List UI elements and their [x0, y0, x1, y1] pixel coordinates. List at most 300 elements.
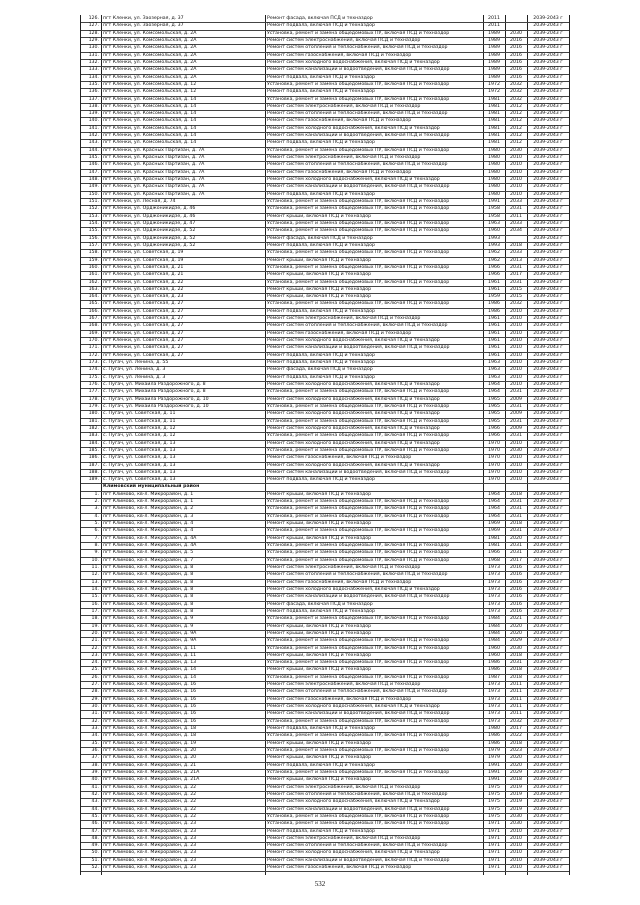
cell-last: 2010	[510, 345, 522, 351]
cell-addr: пгт Климово, кв-л. Микрорайон, д. 11	[103, 645, 197, 651]
cell-year: 1981	[488, 111, 500, 117]
cell-addr: пгт Кленки, ул. Советская, д. 27	[103, 345, 184, 351]
cell-year: 1960	[488, 228, 500, 234]
cell-addr: пгт Климово, кв-л. Микрорайон, д. 16	[103, 682, 197, 688]
cell-period: 2039-2043 г	[533, 769, 563, 775]
cell-year: 1973	[488, 579, 500, 585]
cell-year: 1964	[488, 389, 500, 395]
cell-num: 20.	[91, 630, 99, 636]
cell-last: 2011	[510, 696, 522, 702]
cell-last: 2010	[510, 455, 522, 461]
cell-period: 2039-2043 г	[533, 103, 563, 109]
cell-last: 2010	[510, 835, 522, 841]
cell-work: Ремонт систем холодного водоснабжения, включая ПСД и техназдор	[267, 704, 440, 710]
cell-num: 29.	[91, 696, 99, 702]
cell-period: 2039-2043 г	[533, 586, 563, 592]
cell-work: Ремонт систем канализации и водоотведения, включая ПСД и техназдор	[267, 594, 450, 600]
cell-year: 1970	[488, 469, 500, 475]
cell-year: 1986	[488, 301, 500, 307]
cell-year: 1980	[488, 191, 500, 197]
cell-work: Установка, ремонт и замена общедомовых ПУ, включая ПСД и техназдор	[267, 733, 450, 739]
cell-work: Ремонт крыши, включая ПСД и техназдор	[267, 294, 372, 300]
cell-addr: пгт Климово, кв-л. Микрорайон, д. 1	[103, 499, 194, 505]
cell-last: 2016	[510, 45, 522, 51]
cell-last: 2010	[510, 857, 522, 863]
cell-year: 1973	[488, 696, 500, 702]
cell-addr: пгт Климово, кв-л. Микрорайон, д. 9	[103, 616, 194, 622]
cell-period: 2039-2043 г	[533, 257, 563, 263]
cell-year: 1973	[488, 594, 500, 600]
cell-period: 2039-2043 г	[533, 630, 563, 636]
cell-last	[505, 22, 527, 29]
cell-year: 1961	[488, 316, 500, 322]
cell-addr: пгт Климово, кв-л. Микрорайон, д. 22	[103, 791, 197, 797]
cell-addr: пгт Климово, кв-л. Микрорайон, д. 23	[103, 835, 197, 841]
cell-work: Ремонт систем отопления и теплоснабжения, включая ПСД и техназдор	[267, 572, 448, 578]
cell-last: 2010	[510, 843, 522, 849]
cell-period: 2039-2043 г	[533, 755, 563, 761]
cell-last: 2032	[510, 89, 522, 95]
cell-year: 1981	[488, 96, 500, 102]
cell-work: Установка, ремонт и замена общедомовых ПУ, включая ПСД и техназдор	[267, 147, 450, 153]
cell-num: 50.	[91, 850, 99, 856]
cell-period: 2039-2043 г	[533, 696, 563, 702]
cell-work: Ремонт подвала, включая ПСД и техназдор	[267, 828, 375, 834]
cell-num: 2.	[94, 499, 99, 505]
cell-work: Установка, ремонт и замена общедомовых ПУ, включая ПСД и техназдор	[267, 616, 450, 622]
cell-last: 2032	[510, 718, 522, 724]
cell-last: 2030	[510, 147, 522, 153]
cell-addr: пгт Кленки, ул. Комсомольская, д. 2А	[103, 45, 197, 51]
cell-num: 170.	[88, 338, 99, 344]
cell-year: 1979	[488, 755, 500, 761]
cell-year: 1966	[488, 550, 500, 556]
cell-period: 2039-2043 г	[533, 411, 563, 417]
cell-period: 2039-2043 г	[533, 535, 563, 541]
cell-period: 2039-2043 г	[533, 433, 563, 439]
cell-year: 1980	[488, 162, 500, 168]
cell-last: 2010	[510, 360, 522, 366]
cell-addr: с. Пугач, ул. Михаила Раздорожного, д. 8	[103, 389, 206, 395]
cell-work: Ремонт подвала, включая ПСД и техназдор	[267, 140, 375, 146]
cell-year: 1980	[488, 184, 500, 190]
cell-addr: пгт Климово, кв-л. Микрорайон, д. 8	[103, 586, 194, 592]
cell-work: Установка, ремонт и замена общедомовых ПУ, включая ПСД и техназдор	[267, 748, 450, 753]
cell-work: Ремонт систем холодного водоснабжения, включая ПСД и техназдор	[267, 125, 440, 131]
cell-year: 1971	[488, 843, 500, 849]
cell-num: 164.	[88, 294, 99, 300]
cell-addr: пгт Кленки, ул. Красных Партизан, д. 7А	[103, 147, 205, 153]
cell-work: Установка, ремонт и замена общедомовых ПУ, включая ПСД и техназдор	[267, 81, 450, 87]
cell-year: 1973	[488, 704, 500, 710]
cell-last: 2011	[510, 704, 522, 710]
cell-year: 1970	[488, 447, 500, 453]
cell-num: 26.	[91, 674, 99, 680]
cell-addr: пгт Кленки, ул. Комсомольская, д. 14	[103, 111, 197, 117]
cell-year: 1972	[488, 81, 500, 87]
cell-work: Ремонт крыши, включая ПСД и техназдор	[267, 272, 372, 278]
cell-last: 2016	[510, 67, 522, 73]
cell-addr: пгт Кленки, ул. Комсомольская, д. 2А	[103, 52, 197, 58]
cell-addr: пгт Кленки, ул. Лесная, д. 74	[103, 199, 176, 204]
cell-period: 2039-2043 г	[533, 718, 563, 724]
cell-work: Ремонт крыши, включая ПСД и техназдор	[267, 667, 372, 673]
cell-num: 166.	[88, 308, 99, 314]
cell-addr: с. Пугач, ул. Михаила Раздорожного, д. 10	[103, 403, 209, 409]
cell-work: Ремонт систем холодного водоснабжения, включая ПСД и техназдор	[267, 177, 440, 183]
cell-period: 2039-2043 г	[533, 360, 563, 366]
cell-addr: пгт Климово, кв-л. Микрорайон, д. 2	[103, 506, 194, 512]
cell-addr: пгт Климово, кв-л. Микрорайон, д. 8	[103, 565, 194, 570]
cell-last: 2010	[510, 850, 522, 856]
cell-last: 2010	[510, 338, 522, 344]
cell-period: 2039-2043 г	[533, 133, 563, 139]
cell-num: 126.	[88, 16, 99, 21]
cell-period: 2039-2043 г	[533, 206, 563, 212]
cell-num: 27.	[91, 682, 99, 688]
cell-num: 14.	[91, 586, 99, 592]
cell-work: Ремонт систем канализации и водоотведения, включая ПСД и техназдор	[267, 184, 450, 190]
cell-year: 1962	[488, 257, 500, 263]
cell-last: 2009	[510, 396, 522, 402]
cell-num: 146.	[88, 162, 99, 168]
cell-work: Ремонт систем газоснабжения, включая ПСД и техназдор	[267, 455, 412, 461]
cell-num: 140.	[88, 118, 99, 124]
cell-num: 145.	[88, 155, 99, 161]
cell-addr: пгт Климово, кв-л. Микрорайон, д. 14	[103, 674, 197, 680]
cell-addr: пгт Климово, кв-л. Микрорайон, д. 22	[103, 806, 197, 812]
cell-period: 2039-2043 г	[533, 67, 563, 73]
cell-addr: пгт Климово, кв-л. Микрорайон, д. 16	[103, 718, 197, 724]
cell-last: 2032	[510, 301, 522, 307]
cell-addr: пгт Климово, кв-л. Микрорайон, д. 8	[103, 579, 194, 585]
cell-last: 2030	[510, 813, 522, 819]
cell-num: 129.	[88, 37, 99, 43]
cell-addr: пгт Климово, кв-л. Микрорайон, д. 8	[103, 594, 194, 600]
cell-num: 159.	[88, 257, 99, 263]
cell-addr: пгт Климово, кв-л. Микрорайон, д. 20	[103, 748, 197, 753]
cell-addr: пгт Кленки, ул. Советская, д. 27	[103, 330, 184, 336]
cell-last: 2010	[510, 155, 522, 161]
cell-work: Ремонт фасада, включая ПСД и техназдор	[267, 367, 373, 373]
cell-period: 2039-2043 г	[533, 169, 563, 175]
cell-period: 2039-2043 г	[533, 125, 563, 131]
cell-period: 2039-2043 г	[533, 865, 563, 871]
cell-work: Ремонт крыши, включая ПСД и техназдор	[267, 535, 372, 541]
table-row	[81, 864, 569, 872]
cell-addr: пгт Климово, кв-л. Микрорайон, д. 23	[103, 850, 197, 856]
cell-last: 2010	[510, 184, 522, 190]
cell-addr: пгт Кленки, ул. Комсомольская, д. 12	[103, 89, 197, 95]
cell-year: 1980	[488, 169, 500, 175]
cell-last: 2031	[510, 528, 522, 534]
cell-year: 2011	[488, 23, 500, 29]
cell-last: 2011	[510, 711, 522, 717]
cell-year: 1970	[488, 455, 500, 461]
cell-period: 2039-2043 г	[533, 30, 563, 36]
cell-year: 1970	[488, 477, 500, 483]
cell-last: 2016	[510, 74, 522, 80]
cell-num: 185.	[88, 447, 99, 453]
cell-work: Ремонт подвала, включая ПСД и техназдор	[267, 762, 375, 768]
cell-num: 132.	[88, 59, 99, 65]
cell-year: 1981	[488, 543, 500, 549]
cell-last: 2031	[510, 506, 522, 512]
cell-last: 2029	[510, 638, 522, 644]
cell-work: Ремонт подвала, включая ПСД и техназдор	[267, 374, 375, 380]
cell-year: 1961	[488, 279, 500, 285]
cell-addr: с. Пугач, ул. Советская, д. 13	[103, 462, 176, 468]
cell-work: Установка, ремонт и замена общедомовых ПУ, включая ПСД и техназдор	[267, 447, 450, 453]
cell-year: 1986	[488, 660, 500, 666]
cell-year: 1959	[488, 294, 500, 300]
cell-addr: с. Пугач, ул. Советская, д. 11	[103, 411, 176, 417]
cell-addr: пгт Кленки, ул. Советская, д. 22	[103, 286, 184, 292]
cell-last: 2012	[510, 140, 522, 146]
cell-num: 34.	[91, 733, 99, 739]
cell-addr: с. Пугач, ул. Советская, д. 13	[103, 455, 176, 461]
cell-period: 2039-2043 г	[533, 616, 563, 622]
cell-num: 35.	[91, 740, 99, 746]
cell-period: 2039-2043 г	[533, 74, 563, 80]
cell-work: Ремонт систем электроснабжения, включая ПСД и техназдор	[267, 682, 421, 688]
cell-year: 1963	[488, 374, 500, 380]
cell-last: 2010	[510, 308, 522, 314]
cell-addr: с. Пугач, ул. Советская, д. 12	[103, 433, 176, 439]
cell-num: 42.	[91, 791, 99, 797]
cell-year: 1986	[488, 667, 500, 673]
cell-period: 2039-2043 г	[533, 572, 563, 578]
cell-work: Установка, ремонт и замена общедомовых ПУ, включая ПСД и техназдор	[267, 813, 450, 819]
cell-period: 2039-2043 г	[533, 308, 563, 314]
cell-last: 2021	[510, 616, 522, 622]
cell-addr: пгт Климово, кв-л. Микрорайон, д. 22	[103, 784, 197, 790]
cell-period: 2039-2043 г	[533, 345, 563, 351]
cell-last: 2031	[510, 206, 522, 212]
cell-last: 2033	[510, 220, 522, 226]
cell-work: Ремонт систем канализации и водоотведения, включая ПСД и техназдор	[267, 67, 450, 73]
cell-addr: пгт Кленки, ул. Советская, д. 21	[103, 272, 184, 278]
cell-addr: с. Пугач, ул. Советская, д. 13	[103, 469, 176, 475]
cell-last: 2031	[510, 389, 522, 395]
cell-last: 2031	[510, 499, 522, 505]
cell-work: Ремонт фасада, включая ПСД и техназдор	[267, 235, 373, 241]
cell-year: 1973	[488, 565, 500, 570]
cell-year: 1989	[488, 74, 500, 80]
cell-year: 1980	[488, 147, 500, 153]
cell-period: 2039-2043 г	[533, 784, 563, 790]
cell-work: Установка, ремонт и замена общедомовых ПУ, включая ПСД и техназдор	[267, 389, 450, 395]
cell-addr: пгт Кленки, ул. Комсомольская, д. 2А	[103, 67, 197, 73]
cell-addr: пгт Кленки, ул. Советская, д. 27	[103, 308, 184, 314]
cell-period: 2039-2043 г	[533, 447, 563, 453]
cell-num: 181.	[88, 418, 99, 424]
cell-addr: с. Пугач, ул. Советская, д. 11	[103, 418, 176, 424]
cell-addr: пгт Кленки, ул. Комсомольская, д. 14	[103, 118, 197, 124]
cell-last: 2018	[510, 491, 522, 497]
cell-work: Ремонт крыши, включая ПСД и техназдор	[267, 652, 372, 658]
cell-period: 2039-2043 г	[533, 272, 563, 278]
cell-year: 1970	[488, 440, 500, 446]
cell-last: 2015	[510, 294, 522, 300]
cell-period: 2039-2043 г	[533, 491, 563, 497]
cell-addr: пгт Климово, кв-л. Микрорайон, д. 16	[103, 711, 197, 717]
cell-period: 2039-2043 г	[533, 828, 563, 834]
cell-year: 1962	[488, 250, 500, 256]
cell-num: 174.	[88, 367, 99, 373]
cell-period: 2039-2043 г	[533, 155, 563, 161]
cell-addr: с. Пугач, ул. Советская, д. 13	[103, 477, 176, 483]
cell-last: 2031	[510, 403, 522, 409]
cell-year: 1971	[488, 835, 500, 841]
cell-year: 1975	[488, 813, 500, 819]
cell-num: 7.	[94, 535, 99, 541]
cell-year: 1973	[488, 718, 500, 724]
cell-year: 1973	[488, 601, 500, 607]
cell-period: 2039-2043 г	[533, 52, 563, 58]
cell-addr: пгт Климово, кв-л. Микрорайон, д. 14	[103, 667, 197, 673]
cell-addr: пгт Кленки, ул. Орджоникидзе, д. 52	[103, 235, 196, 241]
cell-num: 168.	[88, 323, 99, 329]
cell-num: 171.	[88, 345, 99, 351]
cell-last: 2030	[510, 645, 522, 651]
cell-last: 2022	[510, 733, 522, 739]
cell-period: 2039-2043 г	[533, 367, 563, 373]
cell-year: 1964	[488, 491, 500, 497]
cell-period: 2039-2043 г	[533, 396, 563, 402]
cell-year: 1989	[488, 59, 500, 65]
cell-work: Ремонт систем отопления и теплоснабжения, включая ПСД и техназдор	[267, 689, 448, 695]
cell-work: Ремонт крыши, включая ПСД и техназдор	[267, 630, 372, 636]
cell-addr: пгт Кленки, ул. Красных Партизан, д. 7А	[103, 169, 205, 175]
cell-num: 131.	[88, 52, 99, 58]
cell-last: 2020	[510, 762, 522, 768]
cell-year: 1986	[488, 308, 500, 314]
cell-last	[505, 15, 527, 22]
cell-addr: пгт Кленки, ул. Орджоникидзе, д. 52	[103, 228, 196, 234]
cell-period: 2039-2043 г	[533, 843, 563, 849]
cell-period: 2039-2043 г	[533, 565, 563, 570]
cell-addr: пгт Кленки, ул. Орджоникидзе, д. 52	[103, 242, 196, 248]
cell-num: 4.	[94, 513, 99, 519]
cell-addr: пгт Кленки, ул. Комсомольская, д. 14	[103, 133, 197, 139]
cell-period: 2039-2043 г	[533, 389, 563, 395]
cell-addr: с. Пугач, ул. Советская, д. 13	[103, 447, 176, 453]
cell-period: 2039-2043 г	[533, 45, 563, 51]
cell-period: 2039-2043 г	[533, 601, 563, 607]
cell-period: 2039-2043 г	[533, 279, 563, 285]
cell-period: 2039-2043 г	[533, 184, 563, 190]
cell-addr: пгт Кленки, ул. Советская, д. 27	[103, 301, 184, 307]
cell-work: Ремонт систем газоснабжения, включая ПСД и техназдор	[267, 118, 412, 124]
cell-last: 2018	[510, 521, 522, 527]
cell-year: 1961	[488, 352, 500, 358]
cell-addr: пгт Кленки, ул. Комсомольская, д. 2А	[103, 59, 197, 65]
cell-year: 1980	[488, 726, 500, 732]
cell-last: 2018	[510, 242, 522, 248]
cell-year: 1965	[488, 411, 500, 417]
cell-last: 2016	[510, 579, 522, 585]
cell-num: 157.	[88, 242, 99, 248]
cell-num: 128.	[88, 30, 99, 36]
cell-addr: пгт Климово, кв-л. Микрорайон, д. 4А	[103, 543, 197, 549]
cell-num: 136.	[88, 89, 99, 95]
cell-year: 1986	[488, 740, 500, 746]
cell-work: Ремонт систем холодного водоснабжения, включая ПСД и техназдор	[267, 462, 440, 468]
cell-year: 1979	[488, 748, 500, 753]
cell-work: Ремонт подвала, включая ПСД и техназдор	[267, 242, 375, 248]
cell-work: Ремонт систем канализации и водоотведения, включая ПСД и техназдор	[267, 806, 450, 812]
cell-year: 1963	[488, 220, 500, 226]
cell-period: 2039-2043 г	[533, 748, 563, 753]
cell-addr: пгт Климово, кв-л. Микрорайон, д. 23	[103, 857, 197, 863]
cell-period: 2039-2043 г	[533, 850, 563, 856]
cell-last: 2034	[510, 228, 522, 234]
cell-period: 2039-2043 г	[533, 425, 563, 431]
cell-year: 1973	[488, 682, 500, 688]
cell-work: Ремонт систем газоснабжения, включая ПСД и техназдор	[267, 169, 412, 175]
cell-num: 13.	[91, 579, 99, 585]
cell-last: 2016	[510, 586, 522, 592]
cell-year: 1961	[488, 345, 500, 351]
cell-period: 2039-2043 г	[533, 579, 563, 585]
cell-work: Ремонт систем отопления и теплоснабжения, включая ПСД и техназдор	[267, 791, 448, 797]
cell-work: Установка, ремонт и замена общедомовых ПУ, включая ПСД и техназдор	[267, 645, 450, 651]
cell-period: 2039-2043 г	[533, 140, 563, 146]
cell-last: 2011	[510, 689, 522, 695]
cell-num: 188.	[88, 469, 99, 475]
cell-work: Установка, ремонт и замена общедомовых ПУ, включая ПСД и техназдор	[267, 250, 450, 256]
cell-num: 31.	[91, 711, 99, 717]
cell-work: Установка, ремонт и замена общедомовых ПУ, включая ПСД и техназдор	[267, 279, 450, 285]
cell-year: 1987	[488, 674, 500, 680]
cell-last: 2016	[510, 601, 522, 607]
cell-addr: пгт Климово, кв-л. Микрорайон, д. 21	[103, 762, 197, 768]
cell-num: 28.	[91, 689, 99, 695]
cell-work: Ремонт систем электроснабжения, включая ПСД и техназдор	[267, 155, 421, 161]
cell-addr: пгт Кленки, ул. Комсомольская, д. 14	[103, 125, 197, 131]
cell-num: 33.	[91, 726, 99, 732]
cell-period: 2039-2043 г	[533, 382, 563, 387]
cell-addr: пгт Климово, кв-л. Микрорайон, д. 20	[103, 755, 197, 761]
cell-addr: пгт Кленки, ул. Комсомольская, д. 12	[103, 81, 197, 87]
cell-num: 38.	[91, 762, 99, 768]
cell-work: Ремонт систем электроснабжения, включая ПСД и техназдор	[267, 565, 421, 570]
cell-work: Ремонт систем холодного водоснабжения, включая ПСД и техназдор	[267, 799, 440, 805]
cell-year: 1969	[488, 521, 500, 527]
cell-num: 37.	[91, 755, 99, 761]
cell-period: 2039-2043 г	[533, 286, 563, 292]
cell-num: 130.	[88, 45, 99, 51]
cell-addr: пгт Климово, кв-л. Микрорайон, д. 8	[103, 572, 194, 578]
cell-work: Ремонт систем отопления и теплоснабжения, включая ПСД и техназдор	[267, 111, 448, 117]
cell-num: 8.	[94, 543, 99, 549]
cell-num: 169.	[88, 330, 99, 336]
cell-period: 2039-2043 г	[533, 704, 563, 710]
cell-num: 133.	[88, 67, 99, 73]
cell-work: Ремонт подвала, включая ПСД и техназдор	[267, 308, 375, 314]
cell-year: 1975	[488, 784, 500, 790]
cell-last: 2019	[510, 791, 522, 797]
cell-period: 2039-2043 г	[533, 191, 563, 197]
cell-year: 1966	[488, 272, 500, 278]
cell-year: 1993	[488, 242, 500, 248]
cell-period: 2039-2043 г	[533, 228, 563, 234]
cell-num: 135.	[88, 81, 99, 87]
cell-year: 1964	[488, 499, 500, 505]
cell-year: 1981	[488, 125, 500, 131]
cell-num: 5.	[94, 521, 99, 527]
